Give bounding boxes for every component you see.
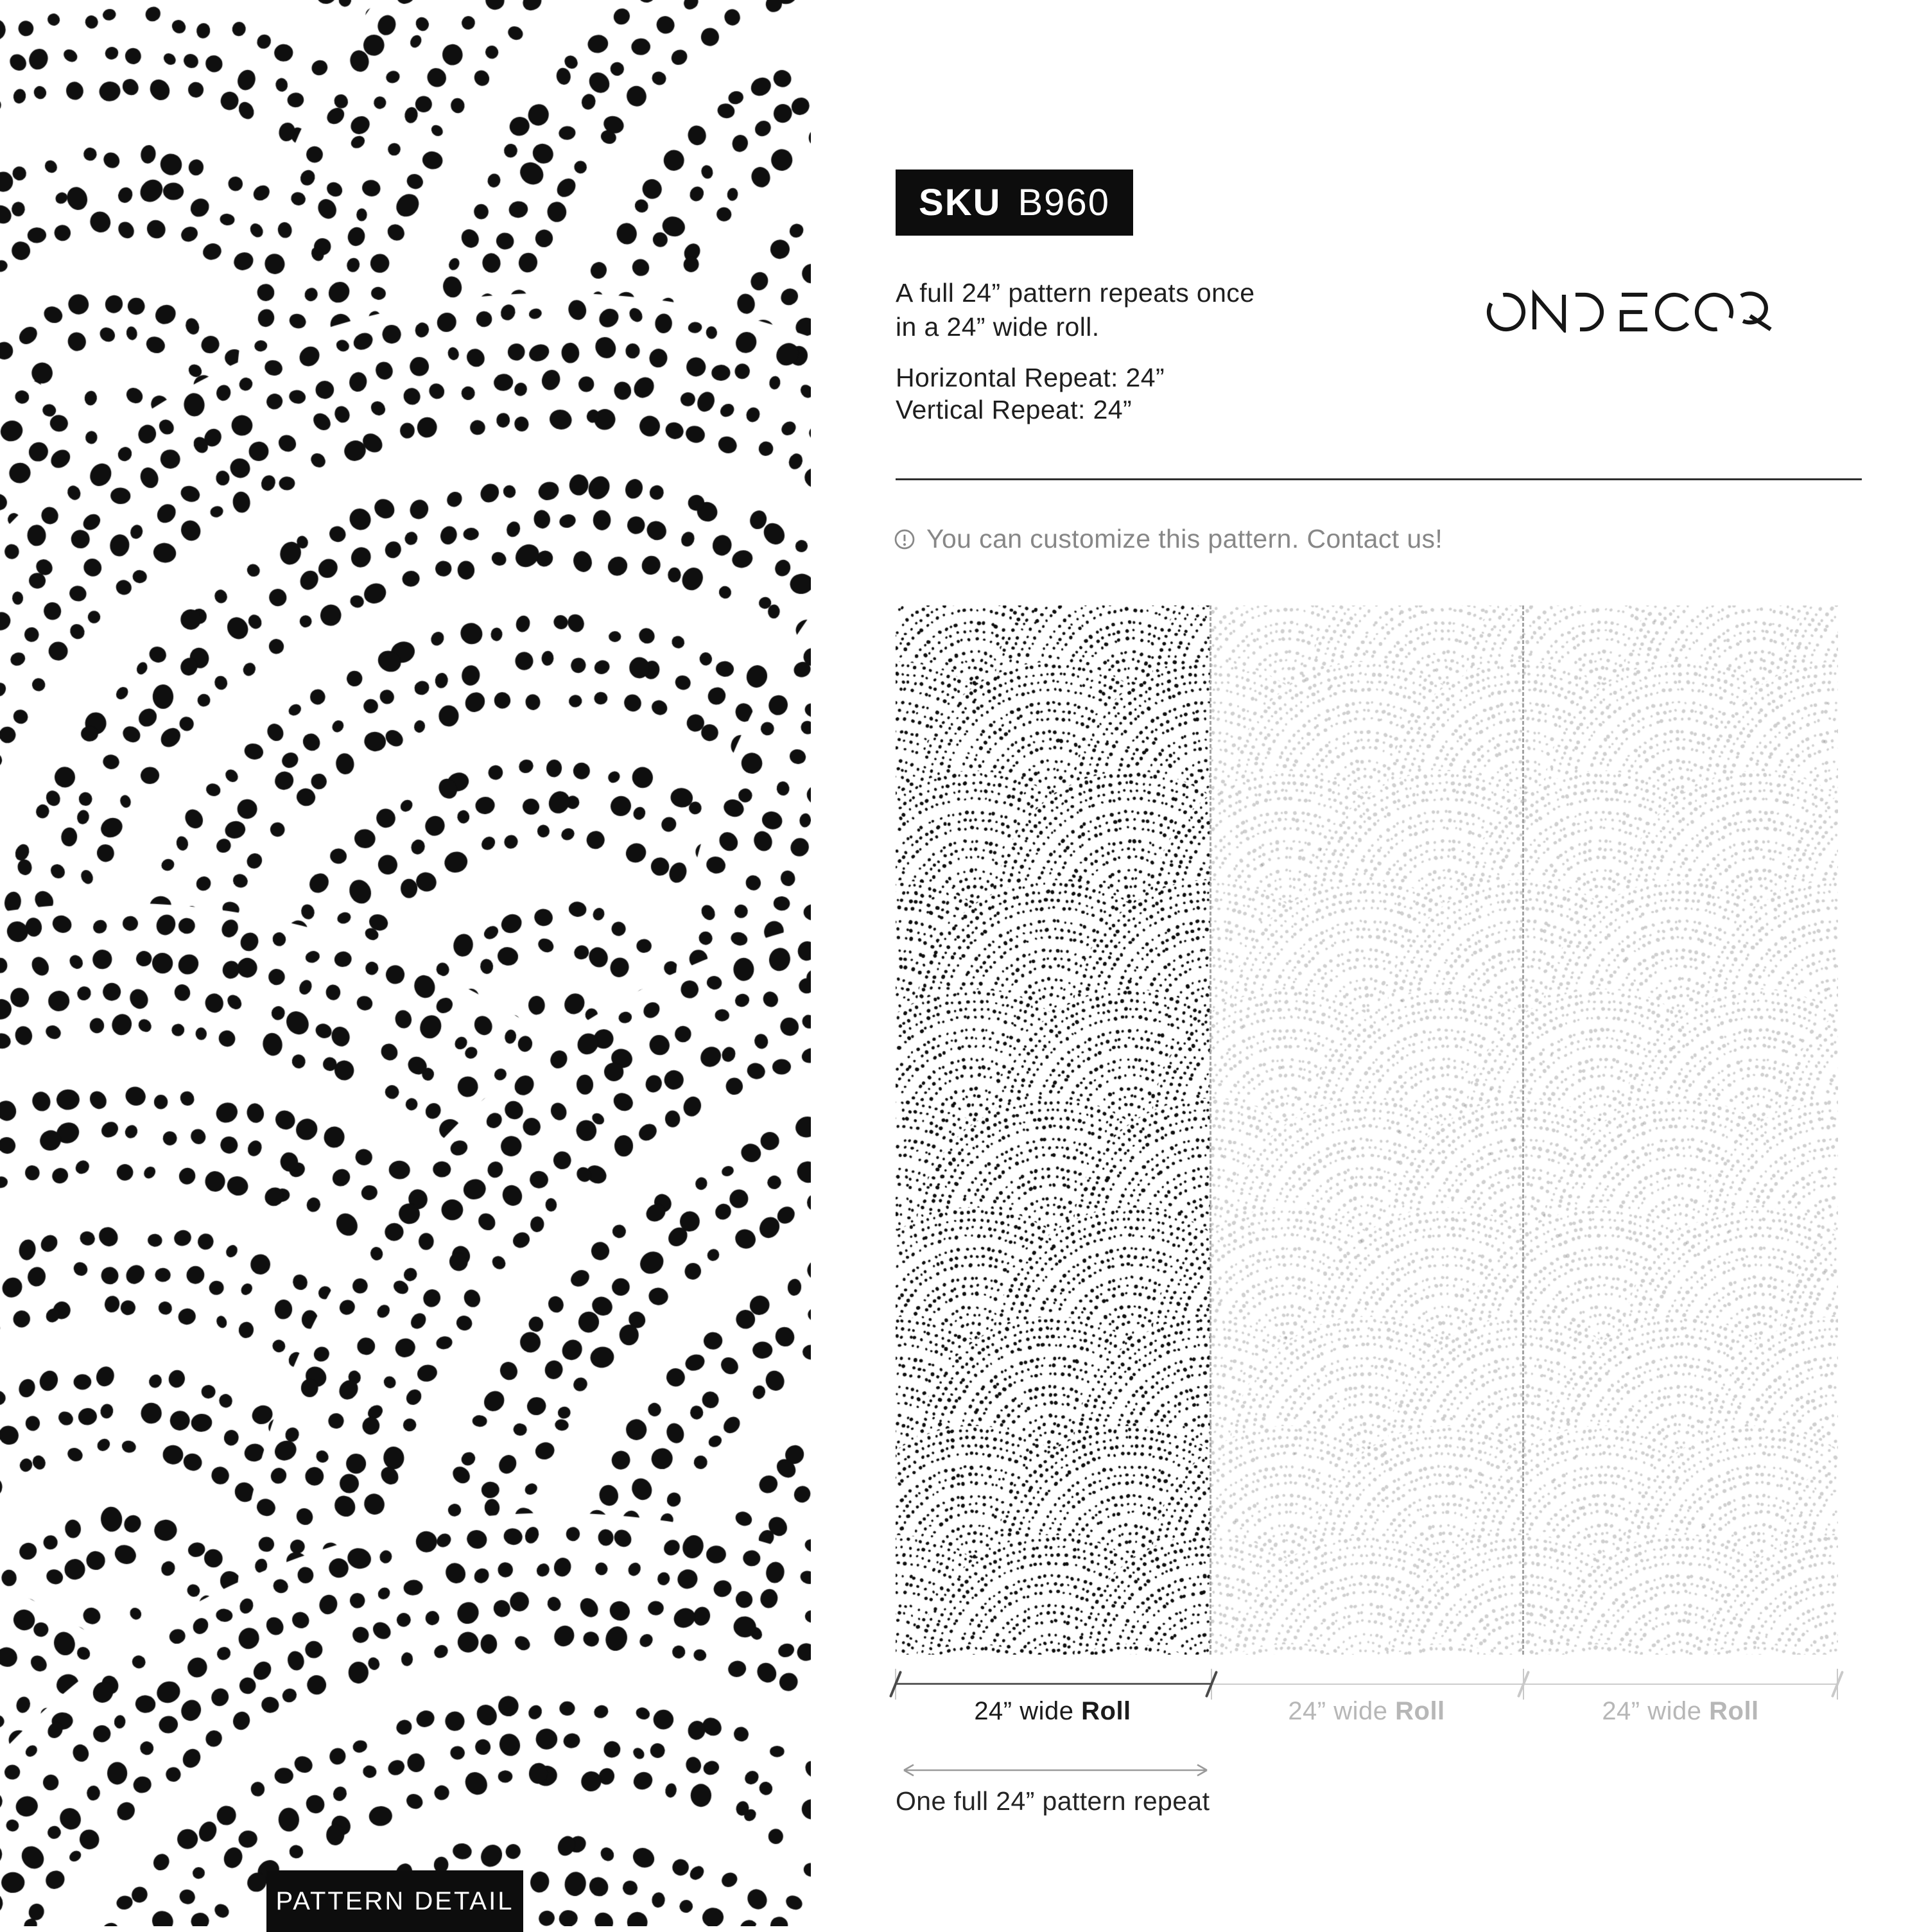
horizontal-repeat: Horizontal Repeat: 24” <box>896 363 1165 392</box>
roll-separator-dashed-2 <box>1522 605 1524 1655</box>
pattern-detail-label: PATTERN DETAIL <box>275 1886 514 1915</box>
roll-label-3-prefix: 24” wide <box>1602 1697 1710 1725</box>
vertical-repeat: Vertical Repeat: 24” <box>896 395 1132 424</box>
sku-badge <box>896 170 1133 236</box>
customize-note-text: You can customize this pattern. Contact us! <box>926 524 1443 553</box>
roll-label-2 <box>1210 1697 1523 1726</box>
description-line-1: A full 24” pattern repeats once <box>896 278 1255 308</box>
measure-line-roll-3 <box>1523 1684 1838 1685</box>
section-divider <box>896 478 1862 480</box>
roll-label-1-word: Roll <box>1081 1697 1131 1725</box>
rolls-preview-pattern <box>896 605 1838 1655</box>
roll-label-2-prefix: 24” wide <box>1288 1697 1396 1725</box>
roll-label-3 <box>1523 1697 1837 1726</box>
repeat-width-arrow <box>899 1759 1212 1784</box>
ondecor-logo <box>1484 281 1774 336</box>
roll-label-3-word: Roll <box>1709 1697 1759 1725</box>
roll-label-2-word: Roll <box>1395 1697 1445 1725</box>
sku-value: B960 <box>1018 182 1110 223</box>
ondecor-logo-glyphs <box>1484 281 1774 333</box>
repeat-specs <box>896 361 1165 426</box>
description-line-2: in a 24” wide roll. <box>896 312 1100 342</box>
customize-note <box>893 524 1443 554</box>
sku-label: SKU <box>919 182 1002 223</box>
roll-label-1 <box>896 1697 1210 1726</box>
roll-label-1-prefix: 24” wide <box>974 1697 1082 1725</box>
measure-line-roll-2 <box>1212 1684 1523 1685</box>
info-icon <box>893 528 916 551</box>
pattern-detail-swatch <box>0 0 811 1926</box>
measure-line-roll-1 <box>896 1683 1212 1685</box>
pattern-detail-badge <box>266 1870 523 1932</box>
description <box>896 276 1254 344</box>
roll-separator-dashed-1 <box>1210 605 1211 1655</box>
repeat-caption: One full 24” pattern repeat <box>896 1786 1210 1816</box>
